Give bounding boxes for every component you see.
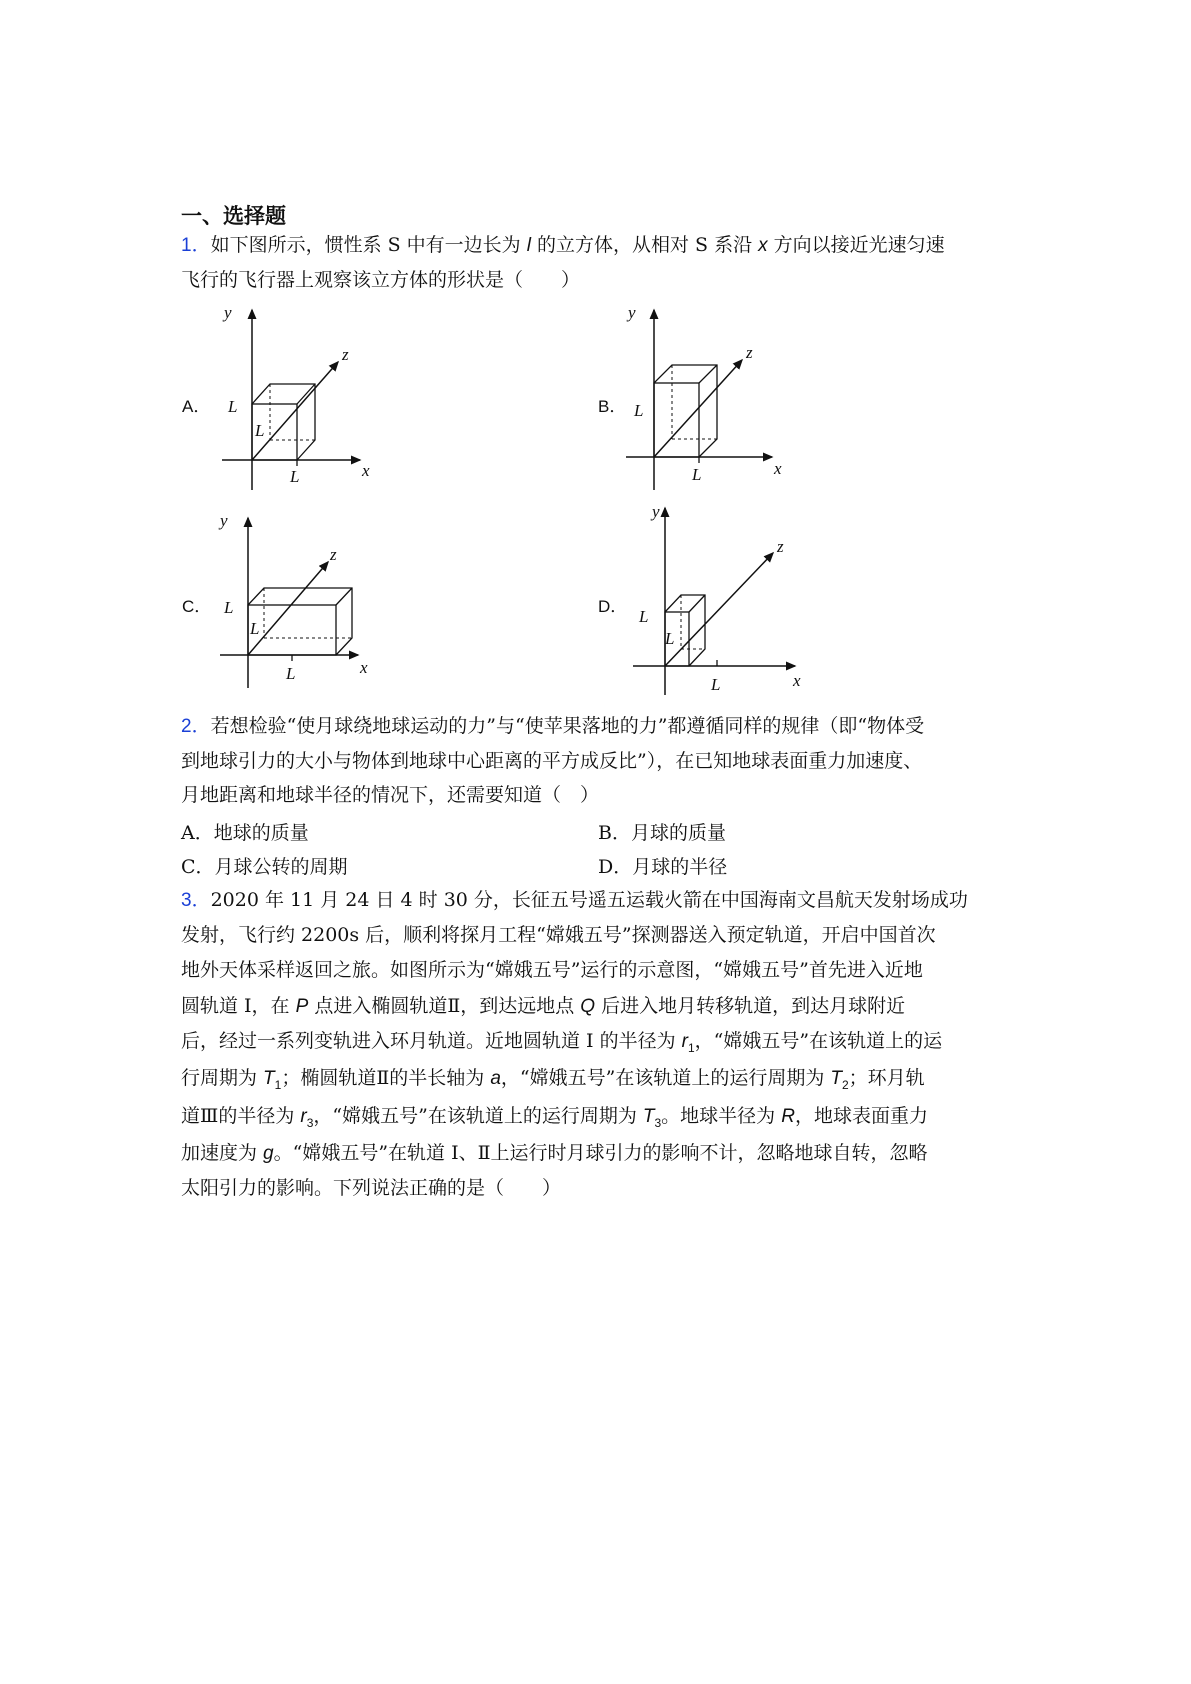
option-d-figure — [625, 500, 805, 704]
b-l-label: L — [692, 465, 702, 484]
q3-line-8: 加速度为 g。“嫦娥五号”在轨道 I、Ⅱ上运行时月球引力的影响不计，忽略地球自转，忽略 — [181, 1142, 928, 1164]
c-x-label: x — [360, 658, 368, 677]
q3-line-2: 发射，飞行约 2200s 后，顺利将探月工程“嫦娥五号”探测器送入预定轨道，开启中国首次 — [181, 924, 936, 946]
q3-line-5: 后，经过一系列变轨进入环月轨道。近地圆轨道 I 的半径为 $r_1$，“嫦娥五号”在该轨道上的运 — [181, 1030, 943, 1055]
b-z-label: z — [746, 343, 753, 362]
a-l-label: L — [255, 421, 265, 440]
c-z-label: z — [330, 545, 337, 564]
q3-line-1: 3．2020 年 11 月 24 日 4 时 30 分，长征五号遥五运载火箭在中国海南文昌航天发射场成功 — [181, 889, 968, 911]
a-z-label: z — [342, 345, 349, 364]
a-x-label: x — [362, 461, 370, 480]
q3-line-3: 地外天体采样返回之旅。如图所示为“嫦娥五号”运行的示意图，“嫦娥五号”首先进入近地 — [181, 959, 923, 981]
option-c-label[interactable]: C． — [182, 597, 212, 616]
q2-line-3: 月地距离和地球半径的情况下，还需要知道（ ） — [181, 784, 600, 806]
q2-number: 2． — [181, 716, 211, 737]
q3-line-9: 太阳引力的影响。下列说法正确的是（ ） — [181, 1177, 562, 1199]
c-l-label: L — [286, 664, 296, 683]
d-x-label: x — [793, 671, 801, 690]
d-l-label: L — [711, 675, 721, 694]
c-y-label: y — [220, 511, 228, 530]
q2-choice-d[interactable]: D．月球的半径 — [598, 856, 728, 878]
a-l-label: L — [228, 397, 238, 416]
q3-line-4: 圆轨道 I，在 P 点进入椭圆轨道Ⅱ，到达远地点 Q 后进入地月转移轨道，到达月球附近 — [181, 995, 906, 1017]
q2-choice-c[interactable]: C．月球公转的周期 — [181, 856, 348, 878]
q2-line-2: 到地球引力的大小与物体到地球中心距离的平方成反比”），在已知地球表面重力加速度、 — [181, 750, 923, 772]
b-x-label: x — [774, 459, 782, 478]
q2-line-1: 2．若想检验“使月球绕地球运动的力”与“使苹果落地的力”都遵循同样的规律（即“物体受 — [181, 715, 925, 737]
q1-line-2: 飞行的飞行器上观察该立方体的形状是（ ） — [181, 269, 581, 291]
d-y-label: y — [652, 502, 660, 521]
q3-number: 3． — [181, 890, 211, 911]
q1-number: 1． — [181, 235, 211, 256]
option-b-label[interactable]: B． — [598, 397, 627, 416]
d-l-label: L — [639, 607, 649, 626]
c-l-label: L — [250, 619, 260, 638]
q1-line-1: 1．如下图所示，惯性系 S 中有一边长为 l 的立方体，从相对 S 系沿 x 方向以接近光速匀速 — [181, 234, 945, 256]
a-l-label: L — [290, 467, 300, 486]
c-l-label: L — [224, 598, 234, 617]
option-a-label[interactable]: A． — [182, 397, 211, 416]
section-title: 一、选择题 — [181, 204, 286, 228]
option-c-figure — [210, 510, 380, 699]
q2-choice-a[interactable]: A．地球的质量 — [181, 822, 309, 844]
q2-choice-b[interactable]: B．月球的质量 — [598, 822, 726, 844]
option-b-figure — [622, 300, 792, 504]
b-l-label: L — [634, 401, 644, 420]
d-l-label: L — [665, 629, 675, 648]
a-y-label: y — [224, 303, 232, 322]
d-z-label: z — [777, 537, 784, 556]
option-d-label[interactable]: D． — [598, 597, 628, 616]
b-y-label: y — [628, 303, 636, 322]
option-a-figure — [210, 300, 380, 504]
q3-line-7: 道Ⅲ的半径为 $r_3$，“嫦娥五号”在该轨道上的运行周期为 $T_3$。地球半径为 R，地球表面重力 — [181, 1105, 928, 1130]
q3-line-6: 行周期为 $T_1$；椭圆轨道Ⅱ的半长轴为 a，“嫦娥五号”在该轨道上的运行周期为 $T_2$；环月轨 — [181, 1067, 925, 1092]
